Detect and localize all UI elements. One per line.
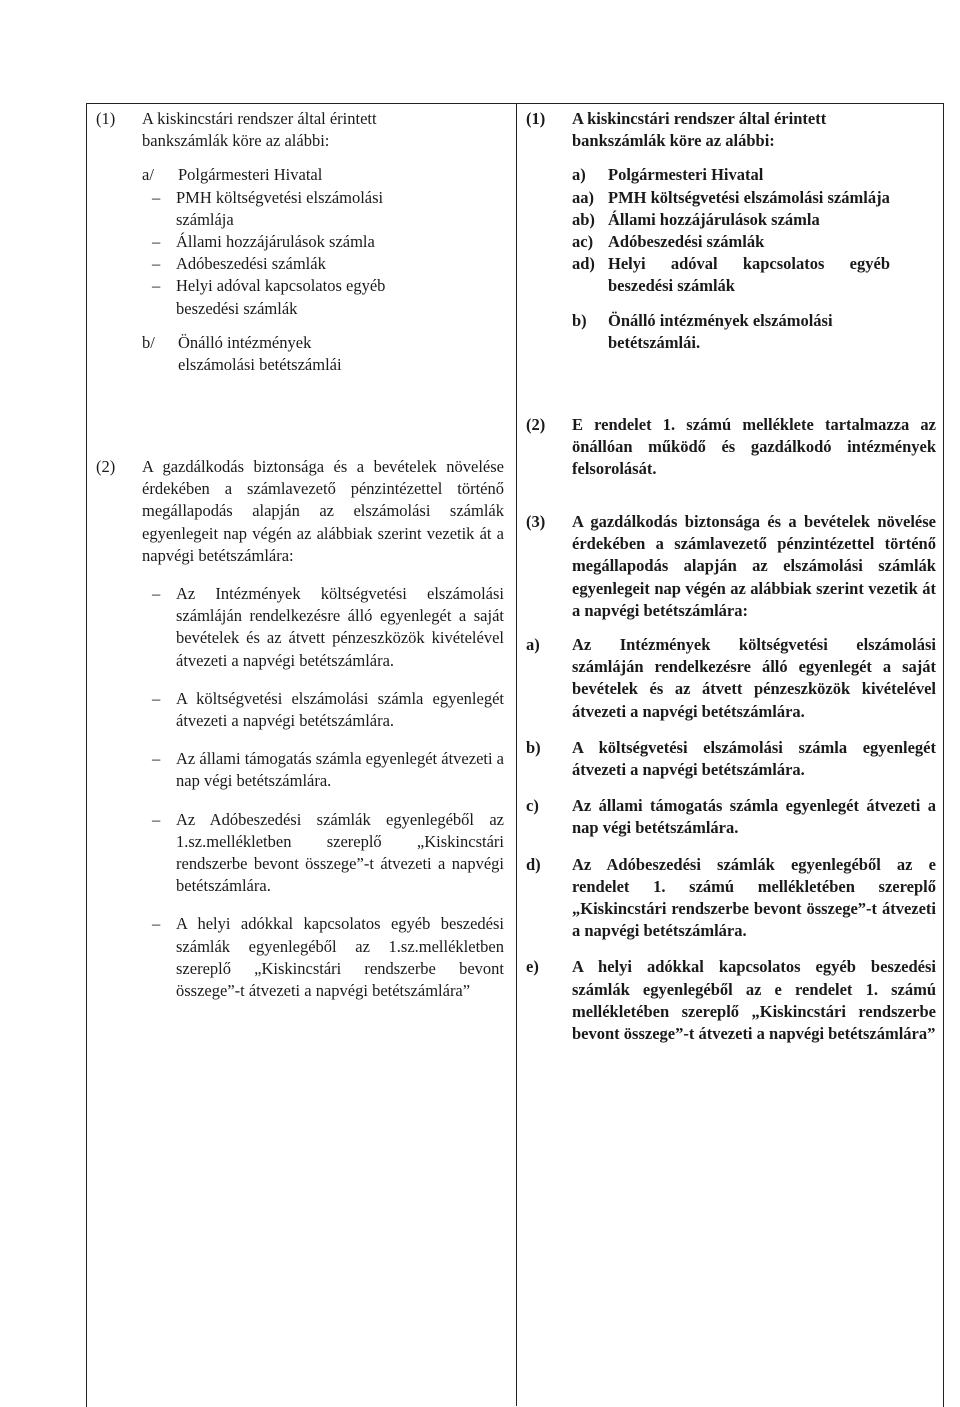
list-item-label: e) — [526, 957, 539, 977]
list-item-text: A költségvetési elszámolási számla egyenlegét átvezeti a napvégi betétszámlára. — [176, 688, 504, 731]
lettered-list-item — [526, 737, 936, 781]
paragraph-intro: A kiskincstári rendszer által érintett bankszámlák köre az alábbi: — [142, 109, 377, 151]
list-item-text: Az állami támogatás számla egyenlegét átvezeti a nap végi betétszámlára. — [572, 796, 936, 838]
dash-list-item — [152, 231, 426, 253]
left-paragraph-1 — [96, 108, 506, 376]
dash-bullet: – — [152, 584, 161, 604]
dash-bullet: – — [152, 187, 161, 207]
dash-bullet: – — [152, 688, 161, 708]
dash-list-item — [152, 253, 426, 275]
sub-sub-item — [572, 253, 890, 297]
right-paragraph-2 — [526, 414, 936, 481]
dash-bullet: – — [152, 276, 161, 296]
sub-item-text: Önálló intézmények elszámolási betétszámlái. — [608, 310, 833, 352]
paragraph-number: (3) — [526, 512, 546, 531]
dash-list-item — [152, 583, 504, 672]
dash-list-item — [152, 688, 504, 732]
sub-sub-item-text: Helyi adóval kapcsolatos egyéb beszedési számlák — [608, 254, 890, 296]
sub-sub-item-text: PMH költségvetési elszámolási számlája — [608, 187, 890, 207]
lettered-list-item — [526, 795, 936, 839]
sub-item-text: Önálló intézmények elszámolási betétszámlái — [178, 332, 342, 375]
sub-sub-item-label: ad) — [572, 254, 595, 274]
dash-list-item — [152, 187, 426, 231]
list-item-text: PMH költségvetési elszámolási számlája — [176, 187, 384, 229]
list-item-label: c) — [526, 796, 539, 816]
list-item-text: Az Intézmények költségvetési elszámolási számláján rendelkezésre álló egyenlegét a saját bevételek és az átvett pénzeszközök kivételével átvezeti a napvégi betétszámlára. — [176, 584, 504, 670]
right-paragraph-1 — [526, 108, 936, 354]
list-item-text: Az állami támogatás számla egyenlegét átvezeti a nap végi betétszámlára. — [176, 749, 505, 791]
list-item-text: Adóbeszedési számlák — [176, 254, 326, 274]
list-item-text: A helyi adókkal kapcsolatos egyéb beszedési számlák egyenlegéből az e rendelet 1. számú mellékletében szereplő „Kiskincstári rendszerbe bevont összege”-t átvezeti a napvégi betétszámlára” — [572, 957, 936, 1044]
sub-item-a — [572, 164, 936, 186]
dash-list-item — [152, 913, 504, 1002]
list-item-label: d) — [526, 854, 541, 874]
sub-item-a — [142, 164, 506, 186]
paragraph-text: E rendelet 1. számú melléklete tartalmazza az önállóan működő és gazdálkodó intézmények felsorolását. — [572, 415, 936, 479]
left-paragraph-2 — [96, 456, 506, 1018]
lettered-list-item — [526, 634, 936, 723]
sub-item-b — [572, 310, 936, 354]
sub-item-text: Polgármesteri Hivatal — [178, 165, 323, 185]
list-item-text: Az Intézmények költségvetési elszámolási számláján rendelkezésre álló egyenlegét a saját bevételek és az átvett pénzeszközök kivételével átvezeti a napvégi betétszámlára. — [572, 635, 936, 721]
list-item-label: a) — [526, 635, 540, 655]
sub-sub-item-label: ac) — [572, 232, 594, 252]
sub-item-label: a/ — [142, 165, 154, 185]
sub-sub-item — [572, 187, 890, 209]
sub-item-b — [142, 332, 506, 376]
list-item-text: Helyi adóval kapcsolatos egyéb beszedési számlák — [176, 276, 386, 318]
list-item-text: A helyi adókkal kapcsolatos egyéb beszedési számlák egyenlegéből az 1.sz.mellékletben szereplő „Kiskincstári rendszerbe bevont összege”-t átvezeti a napvégi betétszámlára” — [176, 914, 504, 1001]
dash-bullet: – — [152, 914, 161, 934]
paragraph-number: (2) — [96, 457, 116, 476]
dash-list-item — [152, 809, 504, 898]
list-item-text: A költségvetési elszámolási számla egyenlegét átvezeti a napvégi betétszámlára. — [572, 737, 936, 780]
paragraph-number: (1) — [526, 109, 546, 128]
sub-sub-item-label: ab) — [572, 209, 595, 229]
sub-sub-item-text: Állami hozzájárulások számla — [608, 209, 820, 229]
sub-item-label: b/ — [142, 332, 155, 352]
dash-bullet: – — [152, 232, 161, 252]
paragraph-intro: A gazdálkodás biztonsága és a bevételek növelése érdekében a számlavezető pénzintézettel történő megállapodás alapján az elszámolási számlák egyenlegeit nap végén az alábbiak szerint vezetik át a napvégi betétszámlára: — [142, 457, 504, 565]
document-sheet — [86, 103, 944, 1406]
dash-list-item — [152, 748, 505, 792]
sub-sub-item-label: aa) — [572, 187, 594, 207]
dash-bullet: – — [152, 809, 161, 829]
right-paragraph-3 — [526, 511, 936, 1059]
list-item-text: Állami hozzájárulások számla — [176, 232, 375, 252]
list-item-text: Az Adóbeszedési számlák egyenlegéből az e rendelet 1. számú mellékletében szereplő „Kiskincstári rendszerbe bevont összege”-t átvezeti a napvégi betétszámlára. — [572, 854, 936, 941]
sub-item-label: a) — [572, 165, 586, 185]
paragraph-intro: A kiskincstári rendszer által érintett bankszámlák köre az alábbi: — [572, 109, 827, 151]
paragraph-number: (1) — [96, 109, 116, 128]
sub-sub-item — [572, 231, 890, 253]
column-divider — [516, 103, 517, 1406]
paragraph-intro: A gazdálkodás biztonsága és a bevételek növelése érdekében a számlavezető pénzintézettel történő megállapodás alapján az elszámolási számlák egyenlegeit nap végén az alábbiak szerint vezetik át a napvégi betétszámlára: — [572, 512, 936, 620]
sub-sub-item — [572, 209, 890, 231]
lettered-list-item — [526, 854, 936, 943]
dash-bullet: – — [152, 254, 161, 274]
list-item-label: b) — [526, 737, 541, 757]
sub-sub-item-text: Adóbeszedési számlák — [608, 232, 765, 252]
list-item-text: Az Adóbeszedési számlák egyenlegéből az 1.sz.mellékletben szereplő „Kiskincstári rendszerbe bevont összege”-t átvezeti a napvégi betétszámlára. — [176, 809, 504, 896]
paragraph-number: (2) — [526, 415, 546, 434]
lettered-list-item — [526, 956, 936, 1045]
sub-item-text: Polgármesteri Hivatal — [608, 165, 764, 185]
dash-list-item — [152, 275, 426, 319]
sub-item-label: b) — [572, 310, 587, 330]
dash-bullet: – — [152, 749, 161, 769]
